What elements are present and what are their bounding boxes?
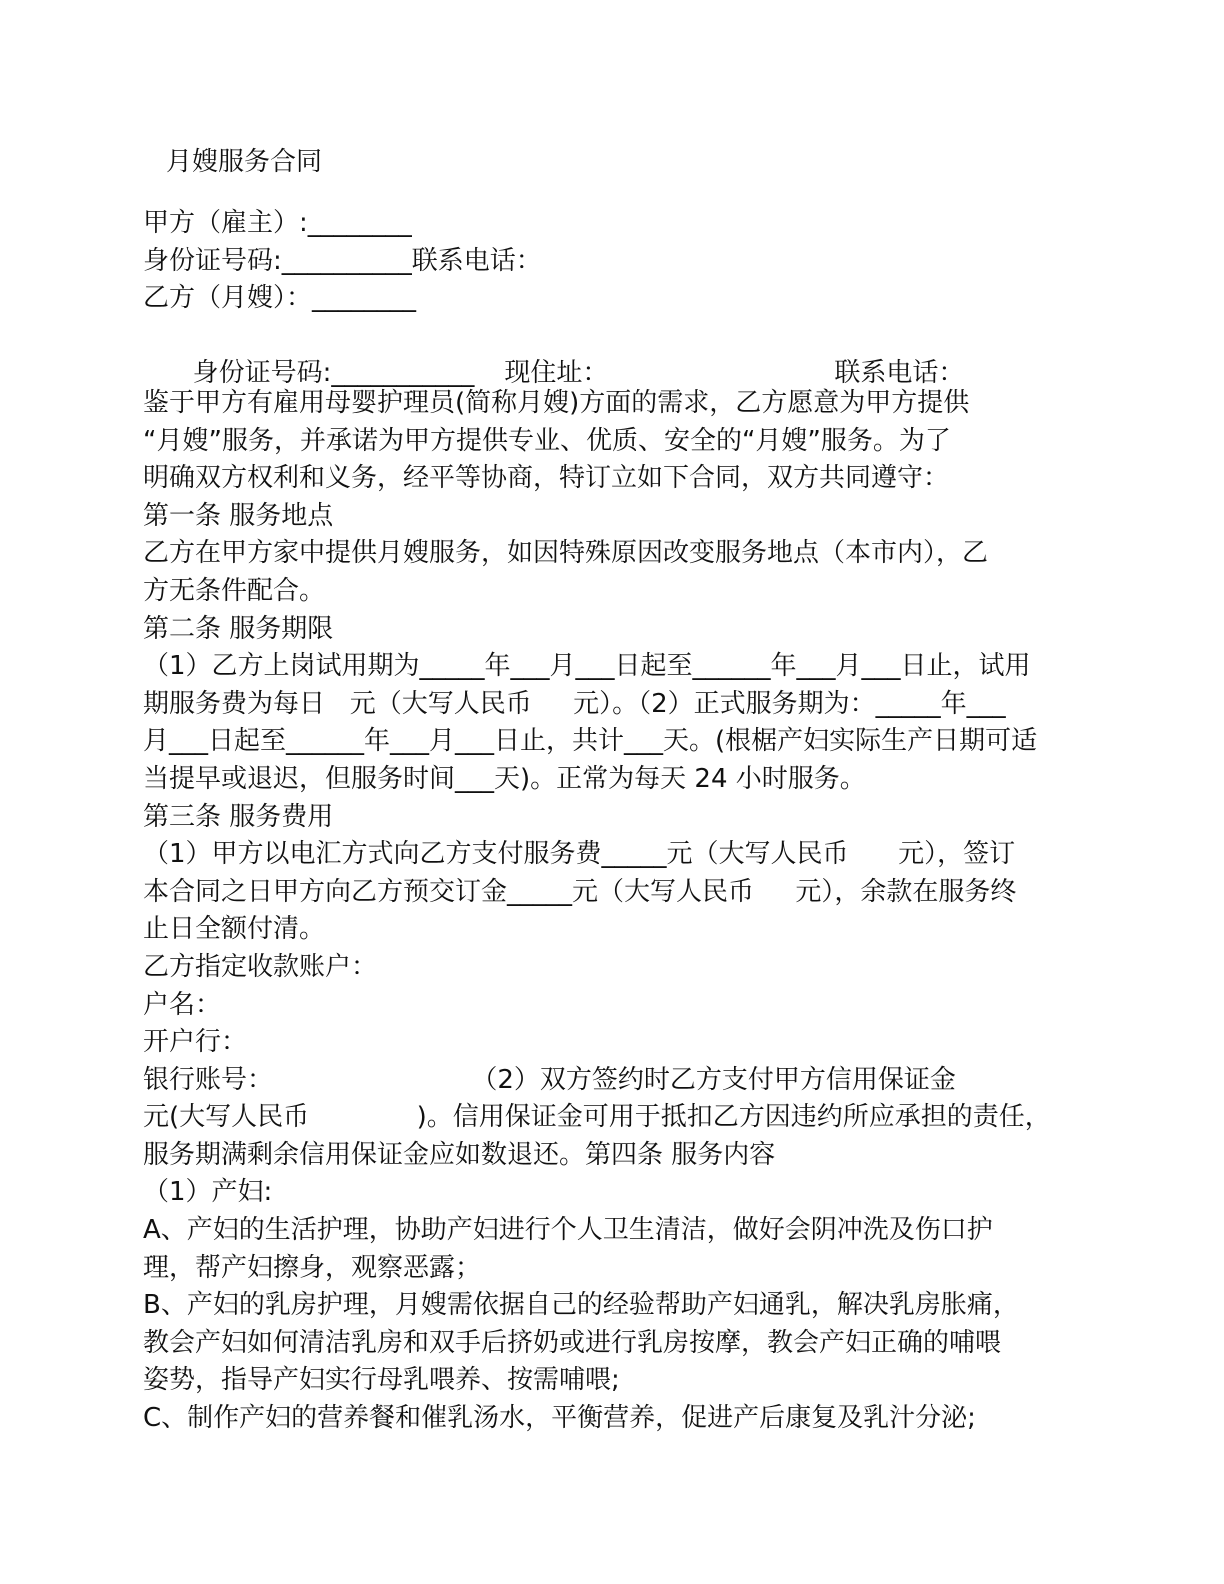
contract-line: 乙方指定收款账户： bbox=[143, 951, 378, 982]
contract-body bbox=[143, 385, 1103, 1438]
contract-line: 当提早或退迟，但服务时间___天)。正常为每天 24 小时服务。 bbox=[143, 763, 866, 794]
contract-line: 服务期满剩余信用保证金应如数退还。第四条 服务内容 bbox=[143, 1139, 776, 1170]
contract-line: 理，帮产妇擦身，观察恶露； bbox=[143, 1252, 482, 1283]
party-a-id-phone: 身份证号码:__________联系电话： bbox=[143, 245, 542, 276]
party-b-name: 乙方（月嫂）：________ bbox=[143, 283, 417, 314]
contract-line: 姿势，指导产妇实行母乳喂养、按需哺喂; bbox=[143, 1365, 620, 1396]
contract-line: 开户行： bbox=[143, 1027, 248, 1058]
contract-line: B、产妇的乳房护理，月嫂需依据自己的经验帮助产妇通乳，解决乳房胀痛， bbox=[143, 1290, 1019, 1321]
contract-line: C、制作产妇的营养餐和催乳汤水，平衡营养，促进产后康复及乳汁分泌; bbox=[143, 1403, 976, 1434]
party-b-id: 身份证号码:___________ bbox=[192, 358, 475, 389]
contract-line: 乙方在甲方家中提供月嫂服务，如因特殊原因改变服务地点（本市内），乙 bbox=[143, 538, 989, 569]
contract-line: 教会产妇如何清洁乳房和双手后挤奶或进行乳房按摩，教会产妇正确的哺喂 bbox=[143, 1327, 1002, 1358]
contract-line: 方无条件配合。 bbox=[143, 575, 326, 606]
contract-line: 月___日起至______年___月___日止，共计___天。(根椐产妇实际生产日期可适 bbox=[143, 726, 1038, 757]
contract-line: 银行账号： （2）双方签约时乙方支付甲方信用保证金 bbox=[143, 1064, 956, 1095]
contract-line: 鉴于甲方有雇用母婴护理员(简称月嫂)方面的需求，乙方愿意为甲方提供 bbox=[143, 388, 970, 418]
contract-line: 止日全额付清。 bbox=[143, 914, 326, 945]
parties-block bbox=[143, 205, 1103, 389]
party-b-details bbox=[143, 318, 1103, 389]
contract-line: 明确双方权利和义务，经平等协商，特订立如下合同，双方共同遵守： bbox=[143, 463, 950, 494]
party-b-phone: 联系电话： bbox=[834, 358, 965, 389]
contract-line: （1）乙方上岗试用期为_____年___月___日起至______年___月___日止，试用 bbox=[143, 651, 1031, 682]
party-a-name: 甲方（雇主）:________ bbox=[143, 208, 412, 238]
party-b-address: 现住址： bbox=[504, 358, 609, 389]
contract-line: A、产妇的生活护理，协助产妇进行个人卫生清洁，做好会阴冲洗及伤口护 bbox=[143, 1215, 993, 1246]
contract-line: 第三条 服务费用 bbox=[143, 801, 334, 832]
document-title: 月嫂服务合同 bbox=[166, 147, 323, 177]
contract-line: 户名： bbox=[143, 989, 222, 1020]
contract-line: 本合同之日甲方向乙方预交订金_____元（大写人民币 元），余款在服务终 bbox=[143, 876, 1017, 907]
contract-line: 第一条 服务地点 bbox=[143, 500, 334, 531]
contract-line: （1）产妇: bbox=[143, 1177, 273, 1208]
contract-line: 第二条 服务期限 bbox=[143, 613, 334, 644]
contract-line: “月嫂”服务，并承诺为甲方提供专业、优质、安全的“月嫂”服务。为了 bbox=[143, 425, 951, 456]
contract-line: 元(大写人民币 )。信用保证金可用于抵扣乙方因违约所应承担的责任， bbox=[143, 1102, 1051, 1133]
contract-line: 期服务费为每日 元（大写人民币 元）。（2）正式服务期为：_____年___ bbox=[143, 688, 1006, 719]
contract-line: （1）甲方以电汇方式向乙方支付服务费_____元（大写人民币 元），签订 bbox=[143, 839, 1016, 870]
